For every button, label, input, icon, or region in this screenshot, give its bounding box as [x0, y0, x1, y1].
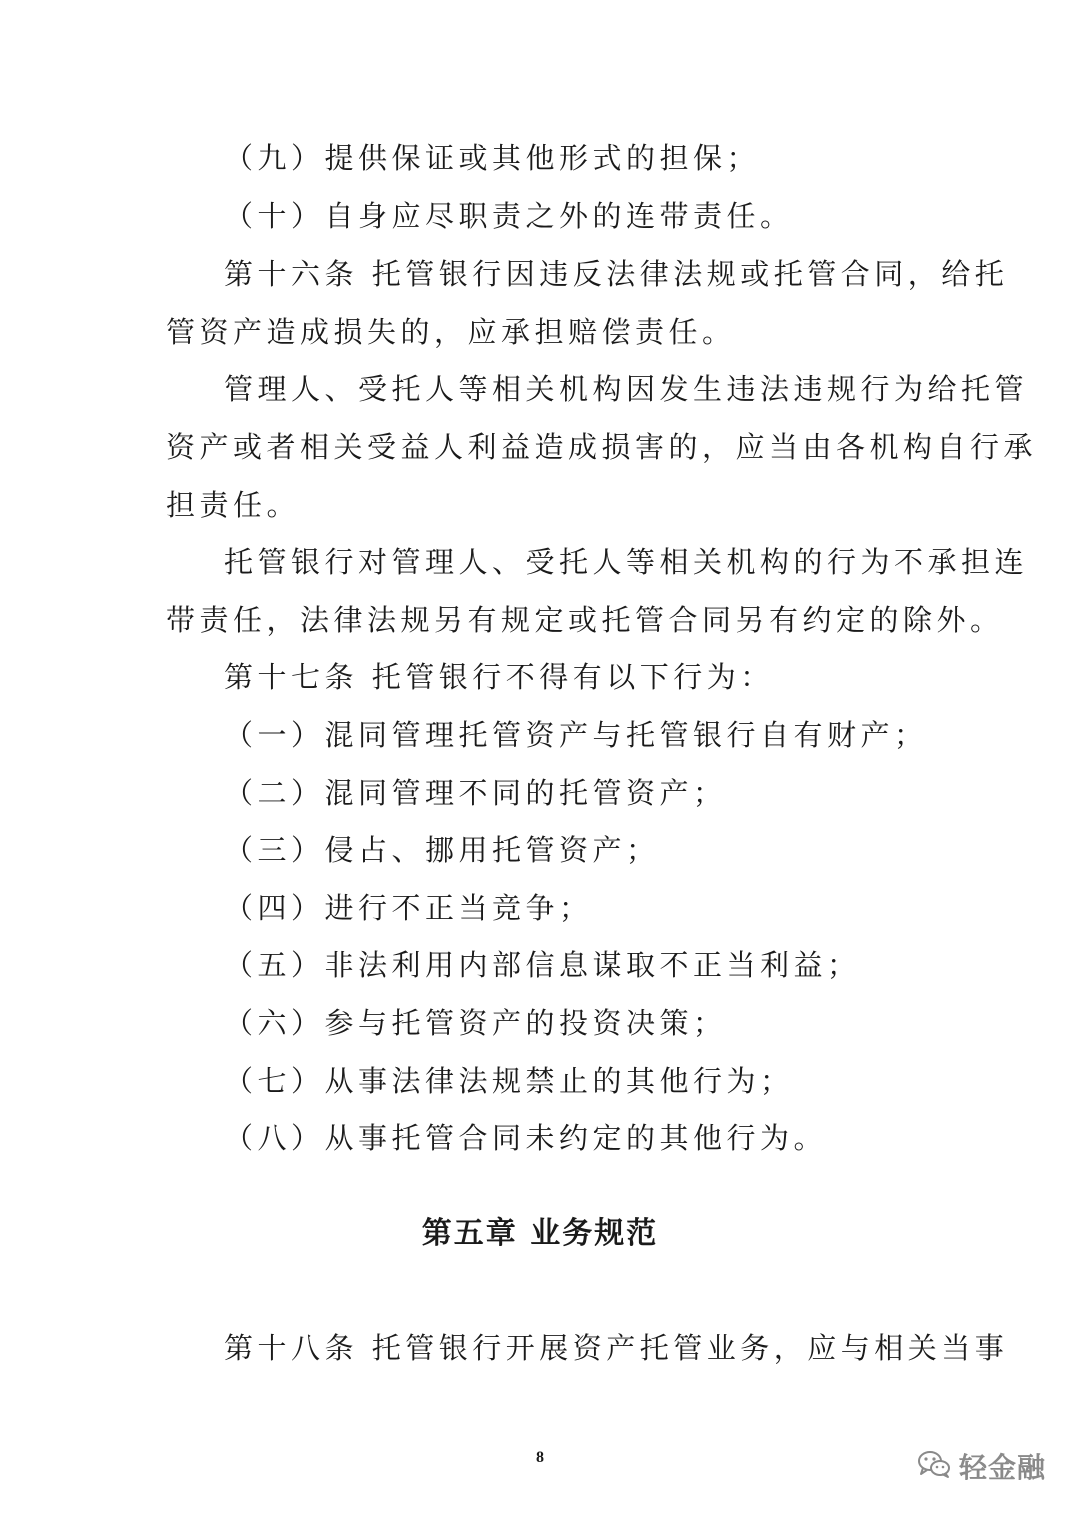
watermark-text: 轻金融	[958, 1451, 1046, 1484]
article-18-line-1: 第十八条 托管银行开展资产托管业务，应与相关当事	[224, 1331, 1009, 1365]
item-7: （七）从事法律法规禁止的其他行为；	[224, 1064, 794, 1098]
article-16-line-1: 第十六条 托管银行因违反法律法规或托管合同，给托	[224, 257, 1009, 291]
article-17: 第十七条 托管银行不得有以下行为：	[224, 660, 774, 694]
item-9: （九）提供保证或其他形式的担保；	[224, 141, 761, 175]
item-4: （四）进行不正当竞争；	[224, 891, 593, 925]
paragraph-2-line-3: 担责任。	[166, 488, 301, 522]
paragraph-2-line-1: 管理人、受托人等相关机构因发生违法违规行为给托管	[224, 372, 1029, 406]
wechat-icon	[917, 1449, 951, 1483]
item-10: （十）自身应尽职责之外的连带责任。	[224, 199, 794, 233]
item-5: （五）非法利用内部信息谋取不正当利益；	[224, 948, 861, 982]
paragraph-3-line-1: 托管银行对管理人、受托人等相关机构的行为不承担连	[224, 545, 1029, 579]
paragraph-2-line-2: 资产或者相关受益人利益造成损害的，应当由各机构自行承	[166, 430, 1038, 464]
chapter-heading: 第五章 业务规范	[421, 1216, 659, 1251]
item-3: （三）侵占、挪用托管资产；	[224, 833, 660, 867]
item-1: （一）混同管理托管资产与托管银行自有财产；	[224, 718, 928, 752]
item-8: （八）从事托管合同未约定的其他行为。	[224, 1121, 828, 1155]
article-16-line-2: 管资产造成损失的，应承担赔偿责任。	[166, 315, 736, 349]
paragraph-3-line-2: 带责任，法律法规另有规定或托管合同另有约定的除外。	[166, 603, 1004, 637]
item-2: （二）混同管理不同的托管资产；	[224, 776, 727, 810]
page-number: 8	[536, 1449, 544, 1466]
item-6: （六）参与托管资产的投资决策；	[224, 1006, 727, 1040]
watermark	[917, 1446, 1046, 1486]
